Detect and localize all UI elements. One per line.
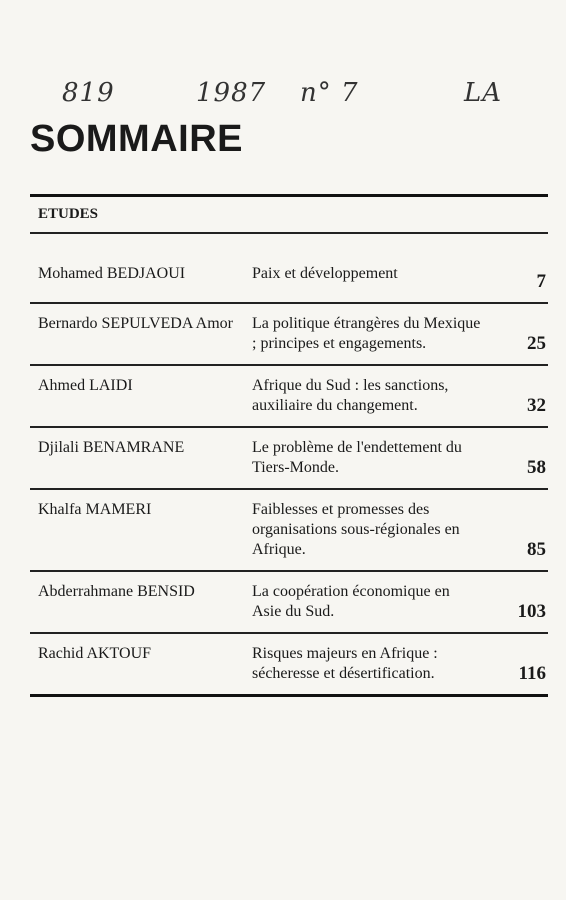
entry-page: 116 (518, 663, 546, 684)
toc-entry (30, 428, 548, 488)
page-title: SOMMAIRE (30, 118, 243, 160)
entry-author: Abderrahmane BENSID (38, 583, 195, 600)
section-heading: ETUDES (38, 206, 99, 222)
entry-title: Faiblesses et promesses des organisations sous-régionales en Afrique. (252, 501, 460, 558)
toc-entry (30, 366, 548, 426)
toc-entry (30, 490, 548, 570)
handwritten-ref: 819 (62, 78, 115, 108)
entry-author: Djilali BENAMRANE (38, 439, 185, 456)
entry-title: La coopération économique en Asie du Sud. (252, 583, 450, 620)
entry-page: 103 (517, 601, 546, 622)
entry-author: Mohamed BEDJAOUI (38, 265, 186, 282)
entry-title: Afrique du Sud : les sanctions, auxiliaire du changement. (252, 377, 449, 414)
entry-page: 25 (527, 333, 546, 354)
entry-page: 7 (536, 271, 546, 292)
toc-entry (30, 634, 548, 694)
entry-page: 32 (527, 395, 546, 416)
entry-page: 85 (527, 539, 546, 560)
handwritten-annotation (0, 78, 566, 118)
contents-table (30, 194, 548, 697)
toc-entry (30, 304, 548, 364)
entry-author: Bernardo SEPULVEDA Amor (38, 315, 233, 332)
entry-title: Risques majeurs en Afrique : sécheresse et désertification. (252, 645, 438, 682)
entry-author: Ahmed LAIDI (38, 377, 133, 394)
handwritten-year: 1987 (196, 78, 267, 108)
toc-entry (30, 572, 548, 632)
entry-page: 58 (527, 457, 546, 478)
toc-entry (30, 234, 548, 302)
handwritten-code: LA (464, 78, 503, 108)
entry-author: Khalfa MAMERI (38, 501, 152, 518)
bottom-rule (30, 694, 548, 697)
entry-title: Paix et développement (252, 265, 398, 282)
entry-author: Rachid AKTOUF (38, 645, 152, 662)
handwritten-number: n° 7 (300, 78, 359, 108)
entry-title: Le problème de l'endettement du Tiers-Monde. (252, 439, 462, 476)
entry-title: La politique étrangères du Mexique ; principes et engagements. (252, 315, 481, 352)
